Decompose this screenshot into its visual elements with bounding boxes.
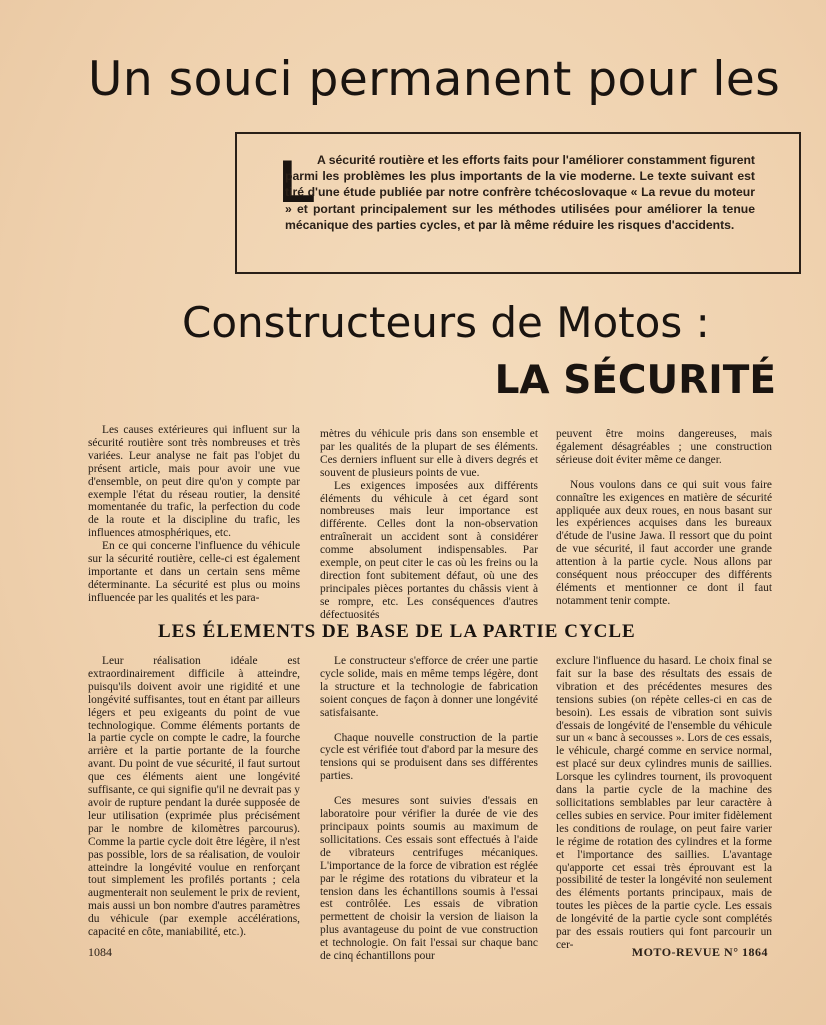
paragraph: Les causes extérieures qui influent sur la sécurité routière sont très nombreuses et très variées. Leur analyse ne fait pas l'objet du présent article, mais pour avoir une vue d'ensemble, on peut dire qu'on y compte par exemple l'état du réseau routier, la densité momentanée du trafic, la perfection du code de la route et la discipline du trafic, les influences atmosphériques, etc. [88, 424, 300, 540]
intro-dropcap: L [279, 148, 316, 215]
article-title: Constructeurs de Motos : [182, 298, 710, 347]
bottom-column-1 [88, 655, 300, 939]
paragraph: exclure l'influence du hasard. Le choix final se fait sur la base des résultats des essais de vibration et des précédentes mesures des tensions subies (on répète celles-ci en cas de besoin). Les essais de vibration sont suivis d'essais de longévité de l'ensemble du véhicule sur un « banc à secousses ». Lors de ces essais, le véhicule, chargé comme en service normal, est placé sur deux cylindres munis de saillies. Lorsque les cylindres tournent, ils provoquent dans la partie cycle de la machine des sollicitations semblables par leur caractère à celles subies en service. Pour imiter fidèlement les conditions de roulage, on peut faire varier le régime de rotation des cylindres et la forme et l'importance des saillies. L'avantage qu'apporte cet essai très éprouvant est la possibilité de tester la longévité non seulement des éléments portants principaux, mais de toutes les pièces de la partie cycle. Les essais de longévité de la partie cycle sont complétés par des essais routiers qui font parcourir un cer- [556, 655, 772, 951]
paragraph: mètres du véhicule pris dans son ensemble et par les qualités de la plupart de ses éléments. Ces derniers influent sur elle à divers degrés et souvent de plusieurs points de vue. [320, 428, 538, 479]
paragraph: Leur réalisation idéale est extraordinairement difficile à atteindre, puisqu'ils doivent avoir une rigidité et une longévité suffisantes, tout en étant par ailleurs légers et peu exigeants du point de vue technologique. Comme éléments portants de la partie cycle on compte le cadre, la fourche arrière et la partie portante de la fourche avant. Du point de vue sécurité, il faut surtout que ces éléments aient une longévité suffisante, ce qui signifie qu'il ne devrait pas y avoir de rupture pendant la durée supposée de leur utilisation (exprimée plus précisément par le nombre de kilomètres parcourus). Comme la partie cycle doit être légère, il n'est pas possible, lors de sa réalisation, de vouloir atteindre la longévité voulue en renforçant tout simplement les profilés portants ; cela augmenterait non seulement le prix de revient, mais aussi un bon nombre d'autres paramètres du véhicule (par exemple accélérations, capacité en côte, maniabilité, etc.). [88, 655, 300, 939]
paragraph: En ce qui concerne l'influence du véhicule sur la sécurité routière, celle-ci est également importante et dans un certain sens même déterminante. La sécurité est plus ou moins influencée par les qualités et les para- [88, 540, 300, 604]
top-column-3 [556, 428, 772, 608]
section-heading: LES ÉLEMENTS DE BASE DE LA PARTIE CYCLE [158, 621, 636, 642]
page-number: 1084 [88, 945, 112, 959]
article-title-subtitle: LA SÉCURITÉ [494, 358, 776, 403]
top-column-2 [320, 428, 538, 622]
magazine-issue: MOTO-REVUE N° 1864 [631, 945, 768, 959]
paragraph: peuvent être moins dangereuses, mais également désagréables ; une construction sérieuse doit éviter même ce danger. [556, 428, 772, 466]
bottom-column-3 [556, 655, 772, 952]
paragraph: Chaque nouvelle construction de la partie cycle est vérifiée tout d'abord par la mesure des tensions qui se produisent dans ses différentes parties. [320, 731, 538, 783]
intro-box [235, 132, 801, 274]
bottom-column-2 [320, 655, 538, 963]
paragraph: Ces mesures sont suivies d'essais en laboratoire pour vérifier la durée de vie des principaux points soumis au maximum de sollicitations. Ces essais sont effectués à l'aide de vibrateurs centrifuges mécaniques. L'importance de la force de vibration est réglée par le régime des rotations du vibrateur et la tension dans les échantillons soumis à l'essai est contrôlée. Les essais de vibration permettent de choisir la version de liaison la plus avantageuse du point de vue construction et technologie. On fait l'essai sur chaque banc de cinq échantillons pour [320, 795, 538, 963]
paragraph: Les exigences imposées aux différents éléments du véhicule à cet égard sont nombreuses mais leur importance est différente. Celles dont la non-observation entraînerait un accident sont à considérer comme absolument indispensables. Par exemple, on peut citer le cas où les freins ou la direction font subitement défaut, où une des principales pièces portantes du châssis vient à se rompre, etc. Les conséquences d'autres défectuosités [320, 479, 538, 621]
top-column-1 [88, 424, 300, 605]
paragraph: Nous voulons dans ce qui suit vous faire connaître les exigences en matière de sécurité appliquée aux deux roues, en nous basant sur les expériences acquises dans les bureaux d'étude de l'usine Jawa. Il ressort que du point de vue sécurité, il faut accorder une grande attention à la partie cycle. Nous allons par conséquent nous préoccuper des différents éléments et mentionner ce dont il faut notamment tenir compte. [556, 478, 772, 607]
headline: Un souci permanent pour les [88, 52, 781, 107]
paragraph: Le constructeur s'efforce de créer une partie cycle solide, mais en même temps légère, dont la structure et la technologie de fabrication soient conçues de façon à donner une longévité satisfaisante. [320, 655, 538, 719]
intro-text: A sécurité routière et les efforts faits pour l'améliorer constamment figurent parmi les problèmes les plus importants de la vie moderne. Le texte suivant est tiré d'une étude publiée par notre confrère tchécoslovaque « La revue du moteur » et portant principalement sur les méthodes utilisées pour améliorer la tenue mécanique des parties cycles, et par là même réduire les risques d'accidents. [285, 153, 755, 232]
